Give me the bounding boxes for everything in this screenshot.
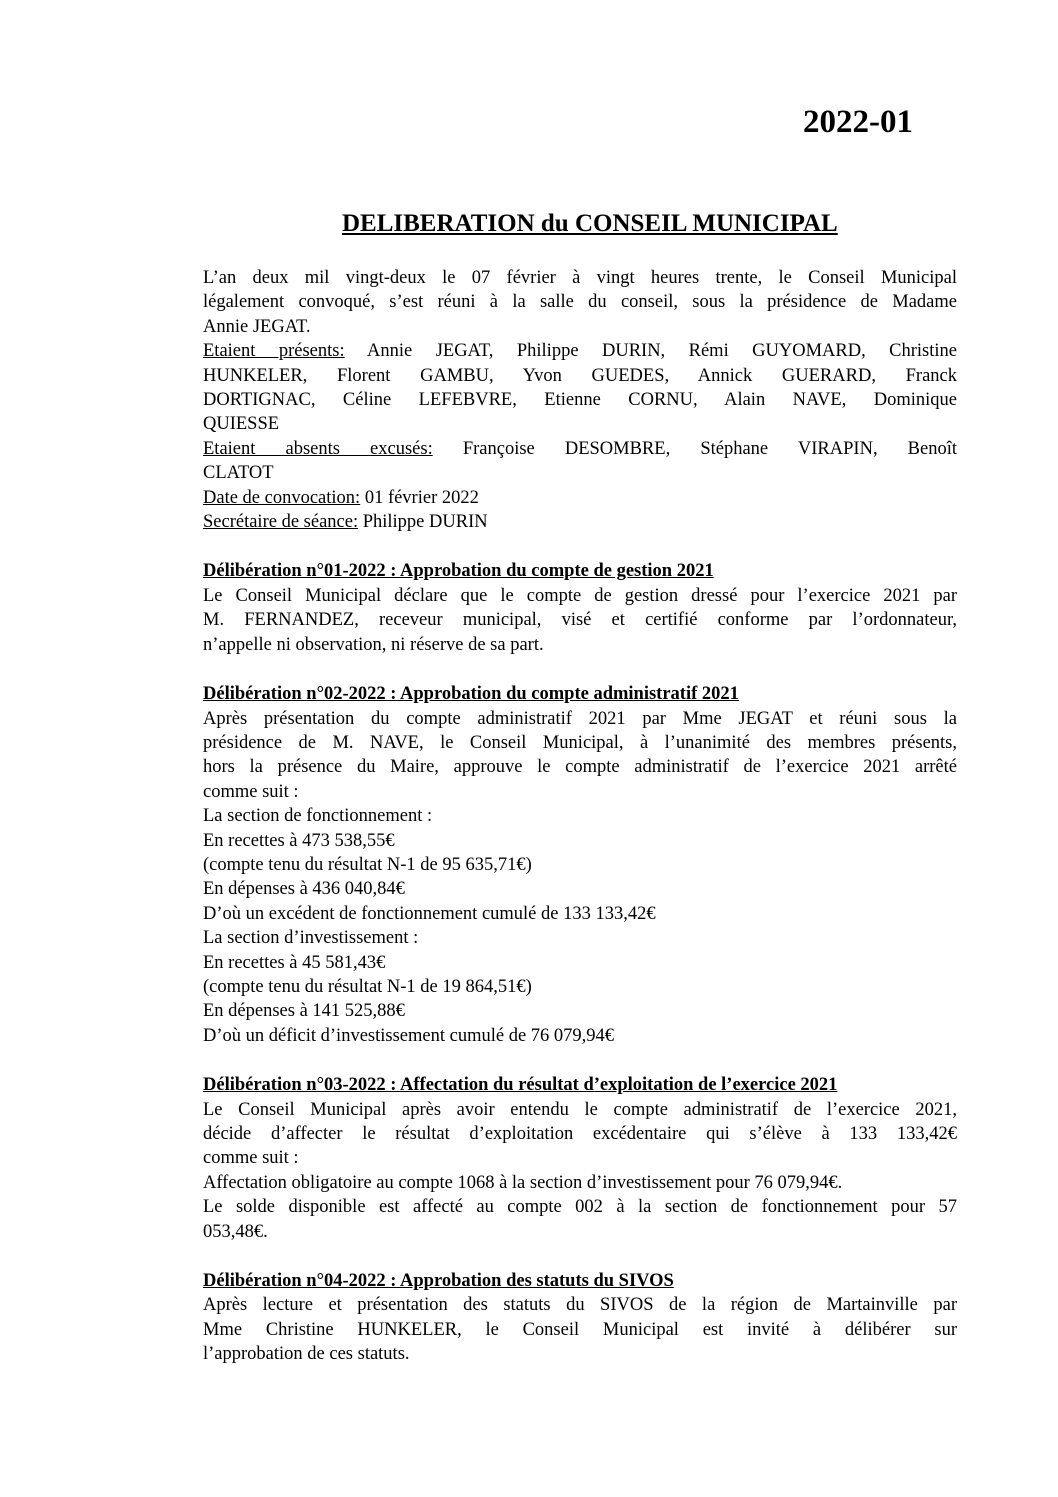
deliberation-line: En dépenses à 436 040,84€: [203, 879, 405, 900]
deliberation-line: En recettes à 45 581,43€: [203, 952, 386, 973]
deliberation-line: l’approbation de ces statuts.: [203, 1344, 410, 1365]
absent-line: [203, 437, 957, 461]
spacer: [203, 1244, 957, 1269]
deliberation-line: décide d’affecter le résultat d’exploitation excédentaire qui s’élève à 133 133,42€: [203, 1124, 957, 1144]
absent-names: Françoise DESOMBRE, Stéphane VIRAPIN, Benoît: [432, 438, 957, 459]
deliberation-title: Délibération n°03-2022 : Affectation du résultat d’exploitation de l’exercice 2021: [203, 1075, 838, 1096]
spacer: [203, 657, 957, 682]
document-body: [203, 266, 957, 1367]
convocation-line: [203, 486, 957, 510]
present-line: QUIESSE: [203, 414, 280, 435]
deliberation-line: Le Conseil Municipal déclare que le compte de gestion dressé pour l’exercice 2021 par: [203, 585, 957, 606]
absent-line: CLATOT: [203, 463, 274, 484]
deliberation-line: D’où un déficit d’investissement cumulé de 76 079,94€: [203, 1025, 615, 1046]
deliberation-line: La section de fonctionnement :: [203, 806, 433, 827]
deliberation-line: Affectation obligatoire au compte 1068 à la section d’investissement pour 76 079,94€.: [203, 1172, 843, 1193]
deliberation-line: Après présentation du compte administratif 2021 par Mme JEGAT et réuni sous la: [203, 708, 957, 729]
deliberation-line: Mme Christine HUNKELER, le Conseil Municipal est invité à délibérer sur: [203, 1319, 957, 1340]
present-line: HUNKELER, Florent GAMBU, Yvon GUEDES, Annick GUERARD, Franck: [203, 365, 957, 386]
convocation-value: 01 février 2022: [360, 487, 479, 508]
deliberation-line: En dépenses à 141 525,88€: [203, 1001, 405, 1022]
spacer: [203, 1048, 957, 1073]
document-number: 2022-01: [803, 104, 913, 140]
deliberation-line: Le solde disponible est affecté au compte 002 à la section de fonctionnement pour 57: [203, 1197, 957, 1218]
deliberation-line: hors la présence du Maire, approuve le compte administratif de l’exercice 2021 arrêté: [203, 757, 957, 778]
intro-line: Annie JEGAT.: [203, 316, 311, 337]
deliberation-line: En recettes à 473 538,55€: [203, 830, 395, 851]
deliberation-line: Le Conseil Municipal après avoir entendu le compte administratif de l’exercice 2021,: [203, 1099, 957, 1120]
present-label: Etaient présents:: [203, 341, 345, 362]
deliberation-line: La section d’investissement :: [203, 928, 419, 949]
present-line: DORTIGNAC, Céline LEFEBVRE, Etienne CORNU, Alain NAVE, Dominique: [203, 390, 957, 411]
deliberation-title: Délibération n°02-2022 : Approbation du compte administratif 2021: [203, 684, 739, 705]
secretary-value: Philippe DURIN: [358, 512, 488, 533]
intro-line: légalement convoqué, s’est réuni à la salle du conseil, sous la présidence de Madame: [203, 292, 957, 313]
present-line: [203, 339, 957, 363]
intro-line: L’an deux mil vingt-deux le 07 février à vingt heures trente, le Conseil Municipal: [203, 268, 957, 288]
deliberation-line: comme suit :: [203, 1148, 299, 1169]
deliberation-line: 053,48€.: [203, 1221, 268, 1242]
document-title: DELIBERATION du CONSEIL MUNICIPAL: [342, 210, 838, 237]
deliberation-line: n’appelle ni observation, ni réserve de sa part.: [203, 634, 544, 655]
deliberation-line: présidence de M. NAVE, le Conseil Municipal, à l’unanimité des membres présents,: [203, 732, 957, 753]
deliberation-title: Délibération n°01-2022 : Approbation du compte de gestion 2021: [203, 561, 714, 582]
deliberation-line: Après lecture et présentation des statuts du SIVOS de la région de Martainville par: [203, 1295, 957, 1316]
secretary-line: [203, 510, 957, 534]
present-names: Annie JEGAT, Philippe DURIN, Rémi GUYOMARD, Christine: [344, 341, 957, 362]
deliberation-line: M. FERNANDEZ, receveur municipal, visé et certifié conforme par l’ordonnateur,: [203, 610, 957, 631]
deliberation-line: comme suit :: [203, 781, 299, 802]
deliberation-title: Délibération n°04-2022 : Approbation des statuts du SIVOS: [203, 1271, 674, 1292]
deliberation-line: (compte tenu du résultat N-1 de 19 864,51€): [203, 976, 532, 997]
deliberation-line: (compte tenu du résultat N-1 de 95 635,71€): [203, 854, 532, 875]
spacer: [203, 534, 957, 559]
absent-label: Etaient absents excusés:: [203, 438, 433, 459]
secretary-label: Secrétaire de séance:: [203, 512, 359, 533]
deliberation-line: D’où un excédent de fonctionnement cumulé de 133 133,42€: [203, 903, 656, 924]
convocation-label: Date de convocation:: [203, 487, 361, 508]
